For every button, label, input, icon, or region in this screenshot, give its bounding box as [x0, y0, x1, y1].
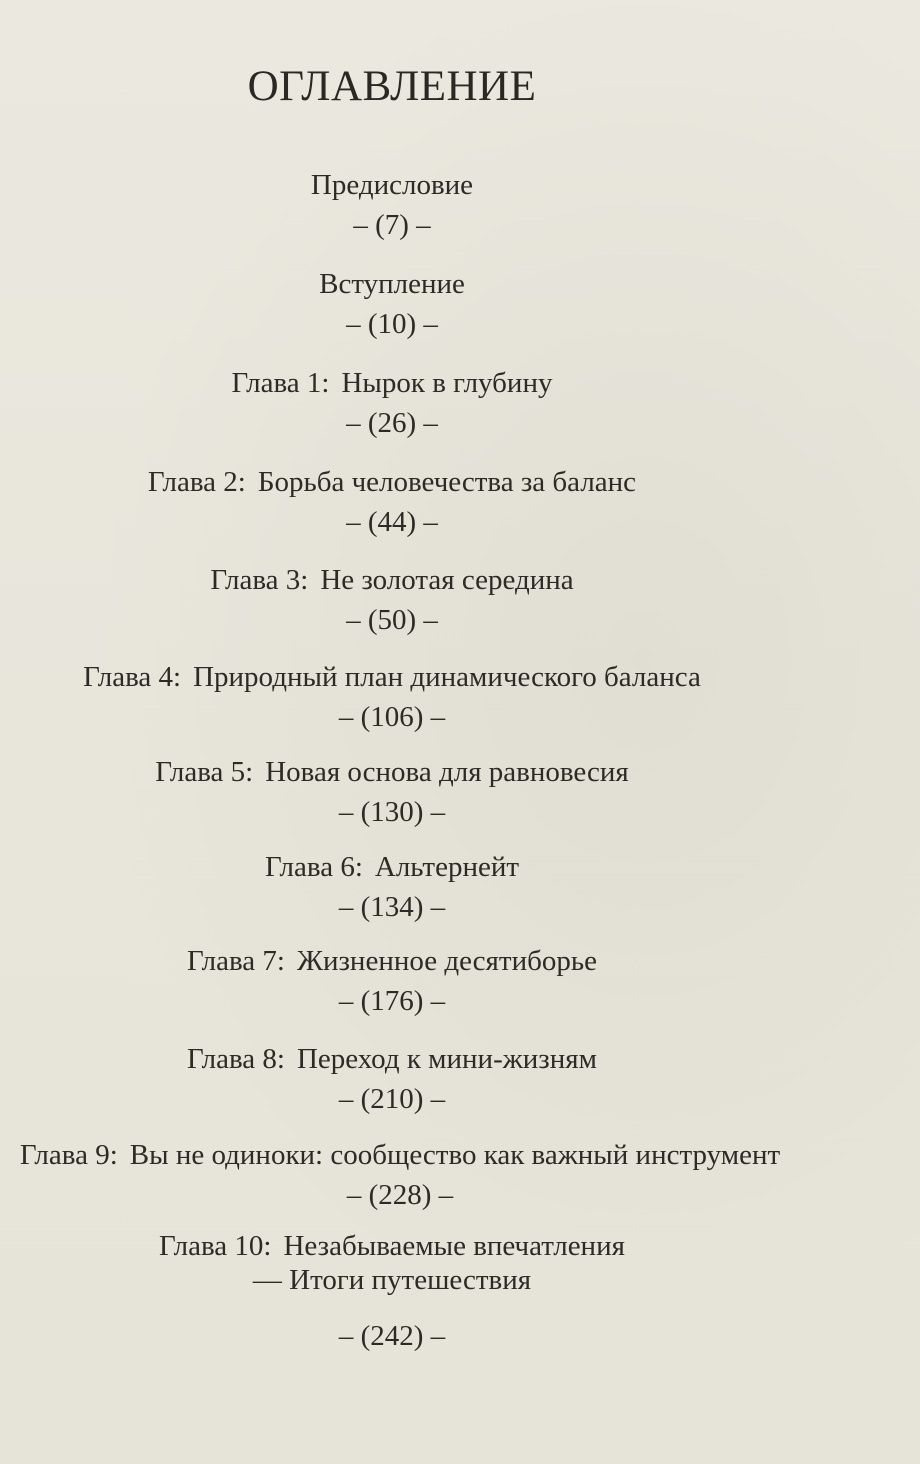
chapter-title: Нырок в глубину: [341, 367, 553, 399]
chapter-title: Жизненное десятиборье: [296, 945, 597, 977]
entry-page-number: – (130) –: [338, 796, 446, 828]
entry-title: [0, 563, 784, 597]
entry-title: [0, 1042, 784, 1076]
chapter-label: Глава 10:: [159, 1230, 272, 1262]
chapter-label: Глава 6:: [264, 851, 363, 883]
entry-page-number: – (44) –: [346, 506, 438, 538]
chapter-title: Вы не одиноки: сообщество как важный инструмент: [129, 1139, 781, 1171]
entry-title: [0, 1138, 860, 1172]
toc-entry: [0, 755, 784, 829]
chapter-label: Глава 2:: [147, 466, 246, 498]
entry-title: [0, 850, 784, 884]
chapter-label: Глава 5:: [155, 756, 254, 788]
chapter-label: Глава 3:: [210, 564, 309, 596]
toc-entry: [0, 944, 784, 1018]
toc-entry: [0, 168, 784, 242]
chapter-title: Не золотая середина: [320, 564, 574, 596]
chapter-label: Глава 8:: [187, 1043, 285, 1075]
chapter-label: Глава 9:: [19, 1139, 118, 1171]
entry-page-number: – (7) –: [353, 209, 431, 241]
chapter-title: Незабываемые впечатления: [283, 1230, 625, 1262]
toc-entry: [0, 366, 784, 440]
chapter-title: Переход к мини-жизням: [296, 1043, 597, 1075]
entry-page-number: – (176) –: [338, 985, 446, 1017]
chapter-title: Новая основа для равновесия: [265, 756, 629, 788]
toc-entry: [0, 465, 784, 539]
entry-page-number: – (228) –: [346, 1179, 454, 1211]
chapter-title: Природный план динамического баланса: [193, 661, 701, 693]
toc-entry: [0, 660, 784, 734]
entry-title: Предисловие: [310, 169, 474, 201]
toc-entry: [0, 1229, 784, 1353]
chapter-label: Глава 1:: [231, 367, 330, 399]
entry-title: [0, 755, 784, 789]
chapter-label: Глава 7:: [187, 945, 285, 977]
entry-page-number: – (134) –: [338, 891, 446, 923]
chapter-title: Альтернейт: [374, 851, 520, 883]
chapter-label: Глава 4:: [83, 661, 182, 693]
entry-page-number: – (10) –: [346, 308, 438, 340]
entry-title: [0, 465, 784, 499]
toc-heading: ОГЛАВЛЕНИЕ: [247, 63, 537, 110]
entry-page-number: – (242) –: [338, 1320, 446, 1352]
entry-title: [0, 1229, 784, 1263]
entry-page-number: – (50) –: [346, 604, 438, 636]
chapter-title: Борьба человечества за баланс: [257, 466, 637, 498]
entry-title: [0, 660, 784, 694]
toc-entry: [0, 267, 784, 341]
entry-page-number: – (106) –: [338, 701, 446, 733]
entry-page-number: – (210) –: [338, 1083, 446, 1115]
entry-page-number: – (26) –: [346, 407, 438, 439]
entry-title: Вступление: [319, 268, 465, 300]
toc-entry: [0, 1042, 784, 1116]
entry-title: [0, 366, 784, 400]
entry-subtitle: — Итоги путешествия: [252, 1264, 532, 1296]
toc-entry: [0, 850, 784, 924]
entry-title: [0, 944, 784, 978]
toc-entry: [0, 563, 784, 637]
toc-entry: [0, 1138, 860, 1212]
